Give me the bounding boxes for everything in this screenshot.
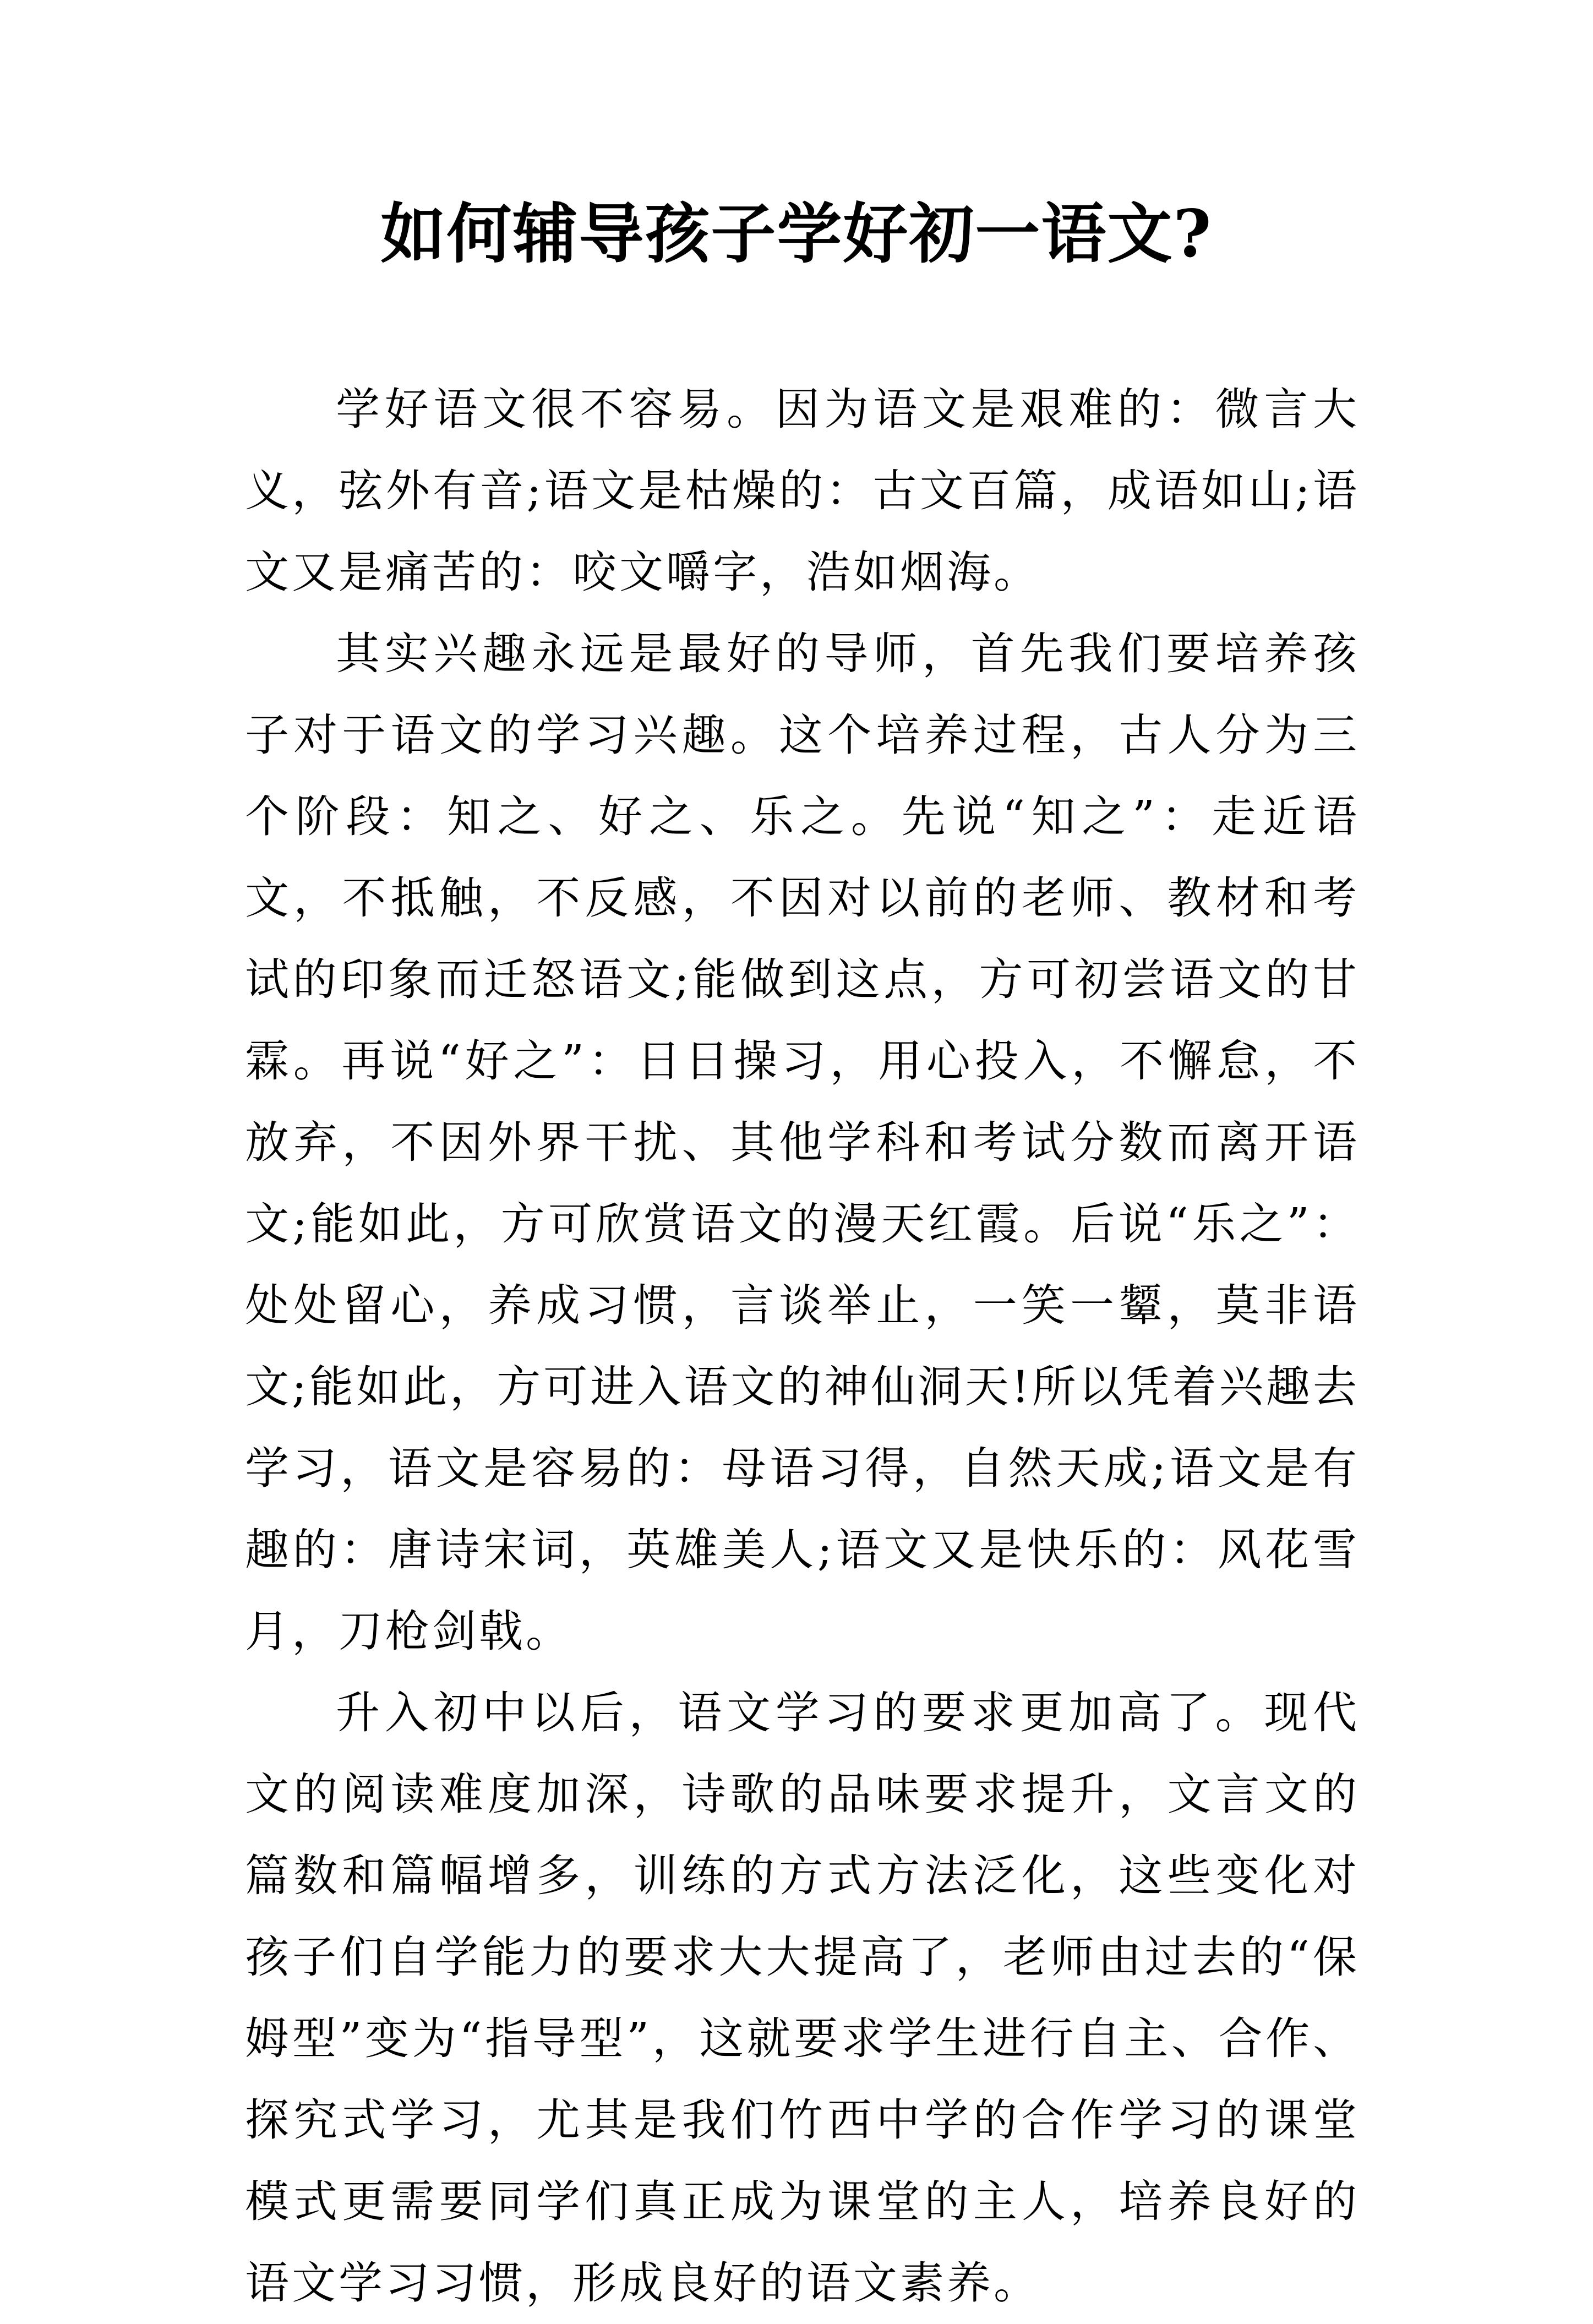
document-title: 如何辅导孩子学好初一语文?: [380, 195, 1213, 272]
paragraph-2: 其实兴趣永远是最好的导师，首先我们要培养孩子对于语文的学习兴趣。这个培养过程，古人分为三个阶段：知之、好之、乐之。先说“知之”：走近语文，不抵触，不反感，不因对以前的老师、教材和考试的印象而迁怒语文;能做到这点，方可初尝语文的甘霖。再说“好之”：日日操习，用心投入，不懈怠，不放弃，不因外界干扰、其他学科和考试分数而离开语文;能如此，方可欣赏语文的漫天红霞。后说“乐之”：处处留心，养成习惯，言谈举止，一笑一颦，莫非语文;能如此，方可进入语文的神仙洞天!所以凭着兴趣去学习，语文是容易的：母语习得，自然天成;语文是有趣的：唐诗宋词，英雄美人;语文又是快乐的：风花雪月，刀枪剑戟。: [245, 628, 1360, 1657]
paragraph-3: 升入初中以后，语文学习的要求更加高了。现代文的阅读难度加深，诗歌的品味要求提升，文言文的篇数和篇幅增多，训练的方式方法泛化，这些变化对孩子们自学能力的要求大大提高了，老师由过去的“保姆型”变为“指导型”，这就要求学生进行自主、合作、探究式学习，尤其是我们竹西中学的合作学习的课堂模式更需要同学们真正成为课堂的主人，培养良好的语文学习习惯，形成良好的语文素养。: [245, 1687, 1360, 2309]
document-body: [245, 369, 1360, 2324]
paragraph-1: 学好语文很不容易。因为语文是艰难的：微言大义，弦外有音;语文是枯燥的：古文百篇，成语如山;语文又是痛苦的：咬文嚼字，浩如烟海。: [245, 384, 1360, 598]
